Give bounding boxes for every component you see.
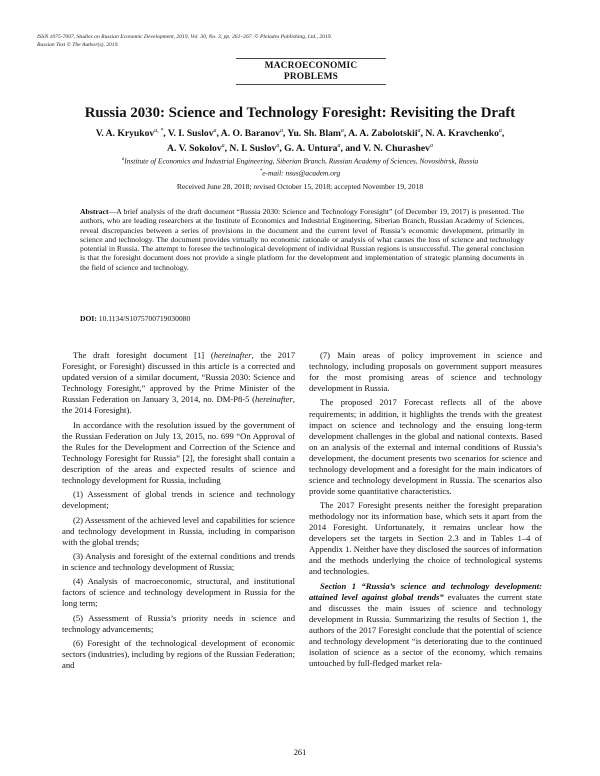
author: A. O. Baranov$^a$, bbox=[220, 128, 288, 140]
abstract bbox=[80, 207, 524, 272]
list-item: (6) Foresight of the technological development of economic sectors (industries), including by regions of the Russian Federation; and bbox=[62, 638, 295, 671]
abstract-text: —A brief analysis of the draft document “Russia 2030: Science and Technology Foresight” (of December 19, 2017) is presented. The authors, who are leading researchers at the Institute of Economics and Industrial Engineering, Siberian Branch, Russian Academy of Sciences, reveal discrepancies between a series of provisions in the document and the current level of Russia’s economic development, primarily in science and technology. The document provides virtually no economic rationale or analysis of what causes the loss of science and technology potential in Russia. The attempt to foresee the technological development of individual Russian regions is unsuccessful. The general conclusion is that the foresight document does not provide a single platform for the development and implementation of strategic planning documents in the field of science and technology. bbox=[80, 207, 524, 272]
list-item: (2) Assessment of the achieved level and capabilities for science and technology development in Russia, including in comparison with the global trends; bbox=[62, 514, 295, 547]
page-number: 261 bbox=[293, 748, 307, 757]
author: G. A. Untura$^a$, and bbox=[284, 143, 363, 155]
doi-value: 10.1134/S1075700719030080 bbox=[98, 314, 191, 323]
received-dates: Received June 28, 2018; revised October 15, 2018; accepted November 19, 2018 bbox=[176, 182, 424, 191]
section-rule-top bbox=[236, 58, 386, 59]
right-column bbox=[309, 350, 542, 673]
author: V. I. Suslov$^a$, bbox=[167, 128, 221, 140]
list-item: (7) Main areas of policy improvement in science and technology, including proposals on government support measures for the most promising areas of science and technology development in Russia. bbox=[309, 350, 542, 394]
author: A. A. Zabolotskii$^a$, bbox=[348, 128, 426, 140]
list-item: (5) Assessment of Russia’s priority needs in science and technology advancements; bbox=[62, 612, 295, 634]
list-item: (1) Assessment of global trends in science and technology development; bbox=[62, 489, 295, 511]
copyright-line: Russian Text © The Author(s), 2019. bbox=[37, 42, 119, 48]
author: N. A. Kravchenko$^a$, bbox=[425, 128, 505, 140]
affiliation-institute: $^a$Institute of Economics and Industrial Engineering, Siberian Branch, Russian Academy of Sciences, Novosibirsk, Russia bbox=[121, 156, 479, 166]
author: A. V. Sokolov$^a$, bbox=[167, 143, 230, 155]
paragraph: Section 1 “Russia’s science and technology development: attained level against global trends” evaluates the current state and discusses the main issues of science and technology development in Russia. Summarizing the results of Section 1, the authors of the 2017 Foresight conclude that the potential of science and technology development “is deteriorating due to the continued isolation of science as a sector of the economy, which remains untouched by full-fledged market rela- bbox=[309, 580, 542, 669]
list-item: (4) Analysis of macroeconomic, structural, and institutional factors of science and technology development in Russia for the long term; bbox=[62, 576, 295, 609]
section-reference: Section 1 “Russia’s science and technology development: attained level against global trends” bbox=[309, 580, 542, 602]
section-rule-bottom bbox=[236, 84, 386, 85]
section-heading-line1: MACROECONOMIC bbox=[264, 61, 358, 71]
paragraph: The draft foresight document [1] (hereinafter, the 2017 Foresight, or Foresight) discussed in this article is a corrected and updated version of a similar document, “Russia 2030: Science and Technology Foresight,” approved by the Prime Minister of the Russian Federation on January 3, 2014, no. DM-P8-5 (hereinafter, the 2014 Foresight). bbox=[62, 350, 295, 416]
journal-header bbox=[37, 33, 537, 49]
author: V. N. Churashev$^a$ bbox=[362, 143, 433, 155]
list-item: (3) Analysis and foresight of the external conditions and trends in science and technology development of Russia; bbox=[62, 550, 295, 573]
paragraph: In accordance with the resolution issued by the government of the Russian Federation on July 13, 2015, no. 699 “On Approval of the Rules for the Development and Correction of the Science and Technology Foresight for Russia” [2], the foresight shall contain a description of the areas and expected results of science and technology development for Russia, including bbox=[62, 419, 295, 485]
section-heading-line2: PROBLEMS bbox=[283, 71, 339, 82]
affiliation-email: *e-mail: nsus@academ.org bbox=[259, 168, 341, 178]
abstract-label: Abstract bbox=[80, 207, 109, 216]
section-heading bbox=[236, 61, 386, 82]
left-column bbox=[62, 350, 295, 675]
article-title: Russia 2030: Science and Technology Foresight: Revisiting the Draft bbox=[84, 105, 516, 121]
author: Yu. Sh. Blam$^a$, bbox=[287, 128, 349, 140]
paragraph: The proposed 2017 Forecast reflects all of the above requirements; in addition, it highlights the trends with the greatest impact on science and technology and the ensuing long-term development challenges in the global and national contexts. Based on an analysis of the external and internal conditions of Russia’s development, the document presents two scenarios for science and technology development and a foresight for the main indicators of science and technology development in Russia. The scenarios also provide some quantitative characteristics. bbox=[309, 397, 542, 496]
doi bbox=[80, 314, 190, 324]
author-list bbox=[30, 125, 570, 155]
author: N. I. Suslov$^a$, bbox=[229, 143, 285, 155]
author: V. A. Kryukov$^{a, *}$, bbox=[95, 128, 168, 140]
paragraph: The 2017 Foresight presents neither the foresight preparation methodology nor its information base, which sets it apart from the 2014 Foresight. Unfortunately, it remains unclear how the developers set the targets in Section 2.3 and in Tables 1–4 of Appendix 1. Neither have they disclosed the sources of information and the methods underlying the choice of technological systems and technologies. bbox=[309, 500, 542, 577]
affiliation bbox=[30, 155, 570, 179]
journal-citation: ISSN 1075-7007, Studies on Russian Economic Development, 2019, Vol. 30, No. 3, pp. 261–267. © Pleiades Publishing, Ltd., 2019. bbox=[37, 34, 332, 40]
doi-label: DOI: bbox=[80, 314, 97, 323]
